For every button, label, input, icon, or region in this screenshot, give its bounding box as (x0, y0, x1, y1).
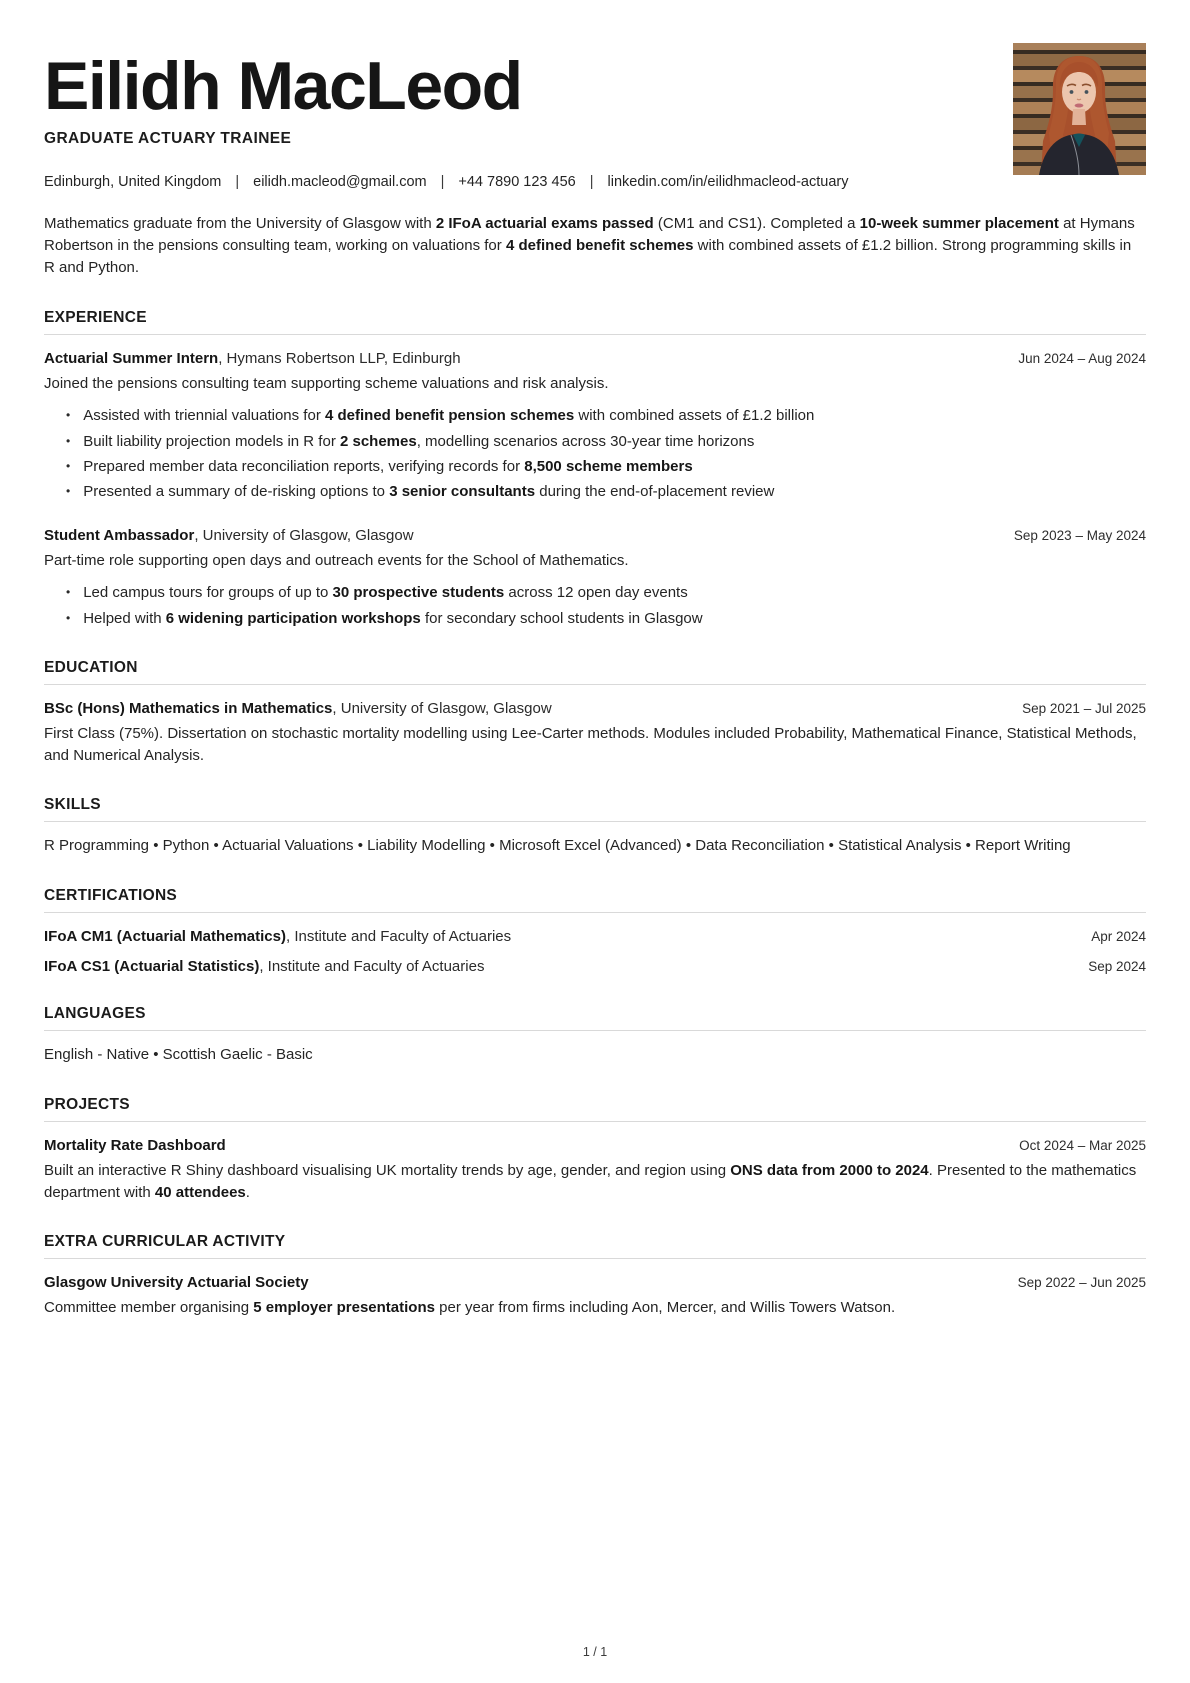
entry-subtitle: Part-time role supporting open days and outreach events for the School of Mathematics. (44, 551, 629, 569)
entry-title: Glasgow University Actuarial Society (44, 1274, 309, 1292)
section-heading: SKILLS (44, 796, 101, 814)
summary-paragraph: Mathematics graduate from the University of Glasgow with 2 IFoA actuarial exams passed (CM1 and CS1). Completed a 10-week summer placement at Hymans Robertson in the pensions consulting team, working on valuations for 4 defined benefit schemes with combined assets of £1.2 billion. Strong programming skills in R and Python. (44, 215, 1135, 276)
bullet-text: Assisted with triennial valuations for 4 defined benefit pension schemes with combined assets of £1.2 billion (83, 407, 815, 425)
bullet-item (66, 608, 1146, 629)
section-heading: PROJECTS (44, 1095, 130, 1113)
skills-list: R Programming • Python • Actuarial Valuations • Liability Modelling • Microsoft Excel (Advanced) • Data Reconciliation • Statistical Analysis • Report Writing (44, 837, 1071, 855)
bullet-text: Presented a summary of de-risking options to 3 senior consultants during the end-of-placement review (83, 483, 775, 501)
entry-title: Mortality Rate Dashboard (44, 1136, 226, 1154)
bullet-list (44, 405, 1146, 502)
section-heading: EDUCATION (44, 658, 138, 676)
bullet-icon: • (66, 458, 71, 473)
contact-linkedin[interactable]: linkedin.com/in/eilidhmacleod-actuary (607, 174, 849, 191)
profile-photo (1013, 43, 1146, 175)
entry-subtitle: Joined the pensions consulting team supporting scheme valuations and risk analysis. (44, 374, 609, 392)
section-languages (44, 1005, 1146, 1066)
bullet-item (66, 481, 1146, 502)
bullet-text: Led campus tours for groups of up to 30 prospective students across 12 open day events (83, 584, 688, 602)
section-education (44, 659, 1146, 767)
entry-title: IFoA CM1 (Actuarial Mathematics), Institute and Faculty of Actuaries (44, 928, 512, 946)
entry-date: Jun 2024 – Aug 2024 (1018, 350, 1146, 366)
extra-curricular-entry (44, 1274, 1146, 1319)
bullet-item (66, 456, 1146, 477)
profile-photo-illustration (1013, 43, 1146, 175)
bullet-list (44, 582, 1146, 629)
entry-title: IFoA CS1 (Actuarial Statistics), Institute and Faculty of Actuaries (44, 958, 485, 976)
languages-list: English - Native • Scottish Gaelic - Basic (44, 1046, 313, 1064)
entry-description: First Class (75%). Dissertation on stochastic mortality modelling using Lee-Carter methods. Modules included Probability, Mathematical Finance, Statistical Methods, and Numerical Analysis. (44, 724, 1137, 764)
education-entry (44, 700, 1146, 767)
section-extra-curricular (44, 1233, 1146, 1319)
entry-date: Apr 2024 (1091, 929, 1146, 945)
entry-date: Sep 2023 – May 2024 (1013, 527, 1146, 543)
entry-date: Sep 2021 – Jul 2025 (1022, 700, 1146, 716)
section-divider (44, 1121, 1146, 1122)
bullet-icon: • (66, 408, 71, 423)
bullet-text: Built liability projection models in R for 2 schemes, modelling scenarios across 30-year time horizons (83, 432, 755, 450)
section-skills (44, 796, 1146, 857)
bullet-icon: • (66, 585, 71, 600)
certification-entry (44, 958, 1146, 975)
section-experience (44, 309, 1146, 629)
entry-description: Committee member organising 5 employer presentations per year from firms including Aon, Mercer, and Willis Towers Watson. (44, 1299, 896, 1317)
contact-phone: +44 7890 123 456 (458, 174, 576, 191)
contact-email[interactable]: eilidh.macleod@gmail.com (253, 174, 427, 191)
section-projects (44, 1096, 1146, 1204)
contact-separator: | (440, 174, 445, 191)
section-heading: EXTRA CURRICULAR ACTIVITY (44, 1233, 286, 1251)
bullet-item (66, 431, 1146, 452)
section-divider (44, 1258, 1146, 1259)
section-divider (44, 1030, 1146, 1031)
entry-description: Built an interactive R Shiny dashboard visualising UK mortality trends by age, gender, and region using ONS data from 2000 to 2024. Presented to the mathematics department with 40 attendees. (44, 1161, 1137, 1201)
section-divider (44, 912, 1146, 913)
resume-name: Eilidh MacLeod (44, 48, 522, 124)
bullet-text: Prepared member data reconciliation reports, verifying records for 8,500 scheme members (83, 457, 693, 475)
contact-separator: | (235, 174, 240, 191)
section-heading: LANGUAGES (44, 1005, 146, 1023)
entry-date: Sep 2024 (1088, 959, 1146, 975)
experience-entry (44, 527, 1146, 629)
section-heading: CERTIFICATIONS (44, 887, 178, 905)
contact-separator: | (589, 174, 594, 191)
bullet-icon: • (66, 484, 71, 499)
section-divider (44, 334, 1146, 335)
section-heading: EXPERIENCE (44, 308, 147, 326)
project-entry (44, 1137, 1146, 1204)
bullet-icon: • (66, 610, 71, 625)
entry-date: Sep 2022 – Jun 2025 (1017, 1275, 1146, 1291)
entry-title: Actuarial Summer Intern, Hymans Robertson LLP, Edinburgh (44, 349, 461, 367)
experience-entry (44, 350, 1146, 503)
bullet-text: Helped with 6 widening participation workshops for secondary school students in Glasgow (83, 609, 703, 627)
certification-entry (44, 928, 1146, 945)
resume-job-title: GRADUATE ACTUARY TRAINEE (44, 130, 292, 148)
contact-line (44, 174, 1146, 190)
section-certifications (44, 887, 1146, 975)
section-divider (44, 821, 1146, 822)
entry-title: Student Ambassador, University of Glasgow, Glasgow (44, 526, 414, 544)
bullet-icon: • (66, 433, 71, 448)
page-indicator: 1 / 1 (582, 1645, 608, 1659)
section-divider (44, 684, 1146, 685)
contact-location: Edinburgh, United Kingdom (44, 174, 222, 191)
entry-title: BSc (Hons) Mathematics in Mathematics, University of Glasgow, Glasgow (44, 699, 552, 717)
bullet-item (66, 405, 1146, 426)
bullet-item (66, 582, 1146, 603)
entry-date: Oct 2024 – Mar 2025 (1019, 1137, 1146, 1153)
